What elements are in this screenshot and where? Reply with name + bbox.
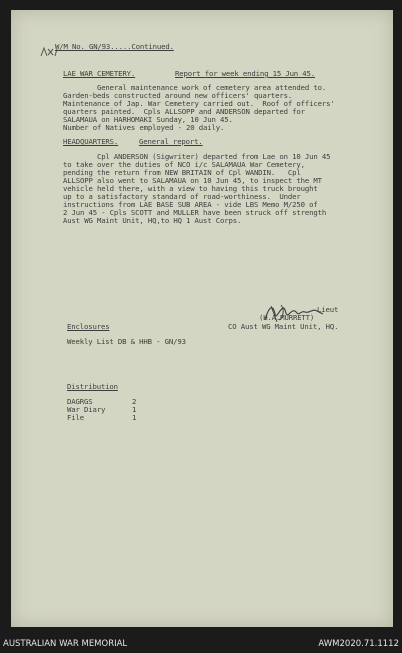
distribution-count: 1 (132, 413, 137, 422)
section-lae-war-cemetery-report: Report for week ending 15 Jun 45. (175, 69, 316, 78)
body-line: to take over the duties of NCO i/c SALAMAUA War Cemetery, (63, 160, 305, 169)
signatory-title: CO Aust WG Maint Unit, HQ. (228, 322, 339, 331)
footer-accession-number: AWM2020.71.1112 (318, 639, 399, 649)
enclosures-title: Enclosures (67, 322, 110, 331)
signature-rank: Lieut (317, 305, 339, 314)
section-lae-war-cemetery-title: LAE WAR CEMETERY. (63, 69, 136, 78)
body-line: quarters painted. Cpls ALLSOPP and ANDERSON departed for (63, 107, 305, 116)
body-line: Aust WG Maint Unit, HQ,to HQ 1 Aust Corps. (63, 216, 242, 225)
body-line: Maintenance of Jap. War Cemetery carried out. Roof of officers' (63, 99, 335, 108)
distribution-name: War Diary (67, 405, 106, 414)
body-line: Garden-beds constructed around new officers' quarters. (63, 91, 293, 100)
distribution-name: File (67, 413, 84, 422)
body-line: 2 Jun 45 - Cpls SCOTT and MULLER have been struck off strength (63, 208, 327, 217)
distribution-title: Distribution (67, 382, 118, 391)
document-page (11, 10, 393, 627)
enclosures-item: Weekly List DB & HHB - GN/93 (67, 337, 186, 346)
section-headquarters-report: General report. (139, 137, 203, 146)
body-line: Cpl ANDERSON (Sigwriter) departed from Lae on 10 Jun 45 (63, 152, 331, 161)
body-line: Number of Natives employed - 20 daily. (63, 123, 225, 132)
section-headquarters-title: HEADQUARTERS. (63, 137, 119, 146)
body-line: ALLSOPP also went to SALAMAUA on 10 Jun 45, to inspect the MT (63, 176, 322, 185)
distribution-name: DAGRGS (67, 397, 93, 406)
distribution-count: 1 (132, 405, 137, 414)
body-line: instructions from LAE BASE SUB AREA - vide LBS Memo M/250 of (63, 200, 318, 209)
document-heading: W/M No. GN/93.....Continued. (55, 42, 174, 51)
archive-footer (0, 636, 402, 653)
body-line: up to a satisfactory standard of road-worthiness. Under (63, 192, 301, 201)
signatory-name: (H.A.MURRETT) (259, 313, 315, 322)
body-line: vehicle held there, with a view to having this truck brought (63, 184, 318, 193)
footer-institution: AUSTRALIAN WAR MEMORIAL (3, 639, 128, 649)
body-line: General maintenance work of cemetery area attended to. (63, 83, 327, 92)
body-line: SALAMAUA on HARHOMAKI Sunday, 10 Jun 45. (63, 115, 233, 124)
distribution-count: 2 (132, 397, 137, 406)
body-line: pending the return from NEW BRITAIN of Cpl WANDIN. Cpl (63, 168, 301, 177)
